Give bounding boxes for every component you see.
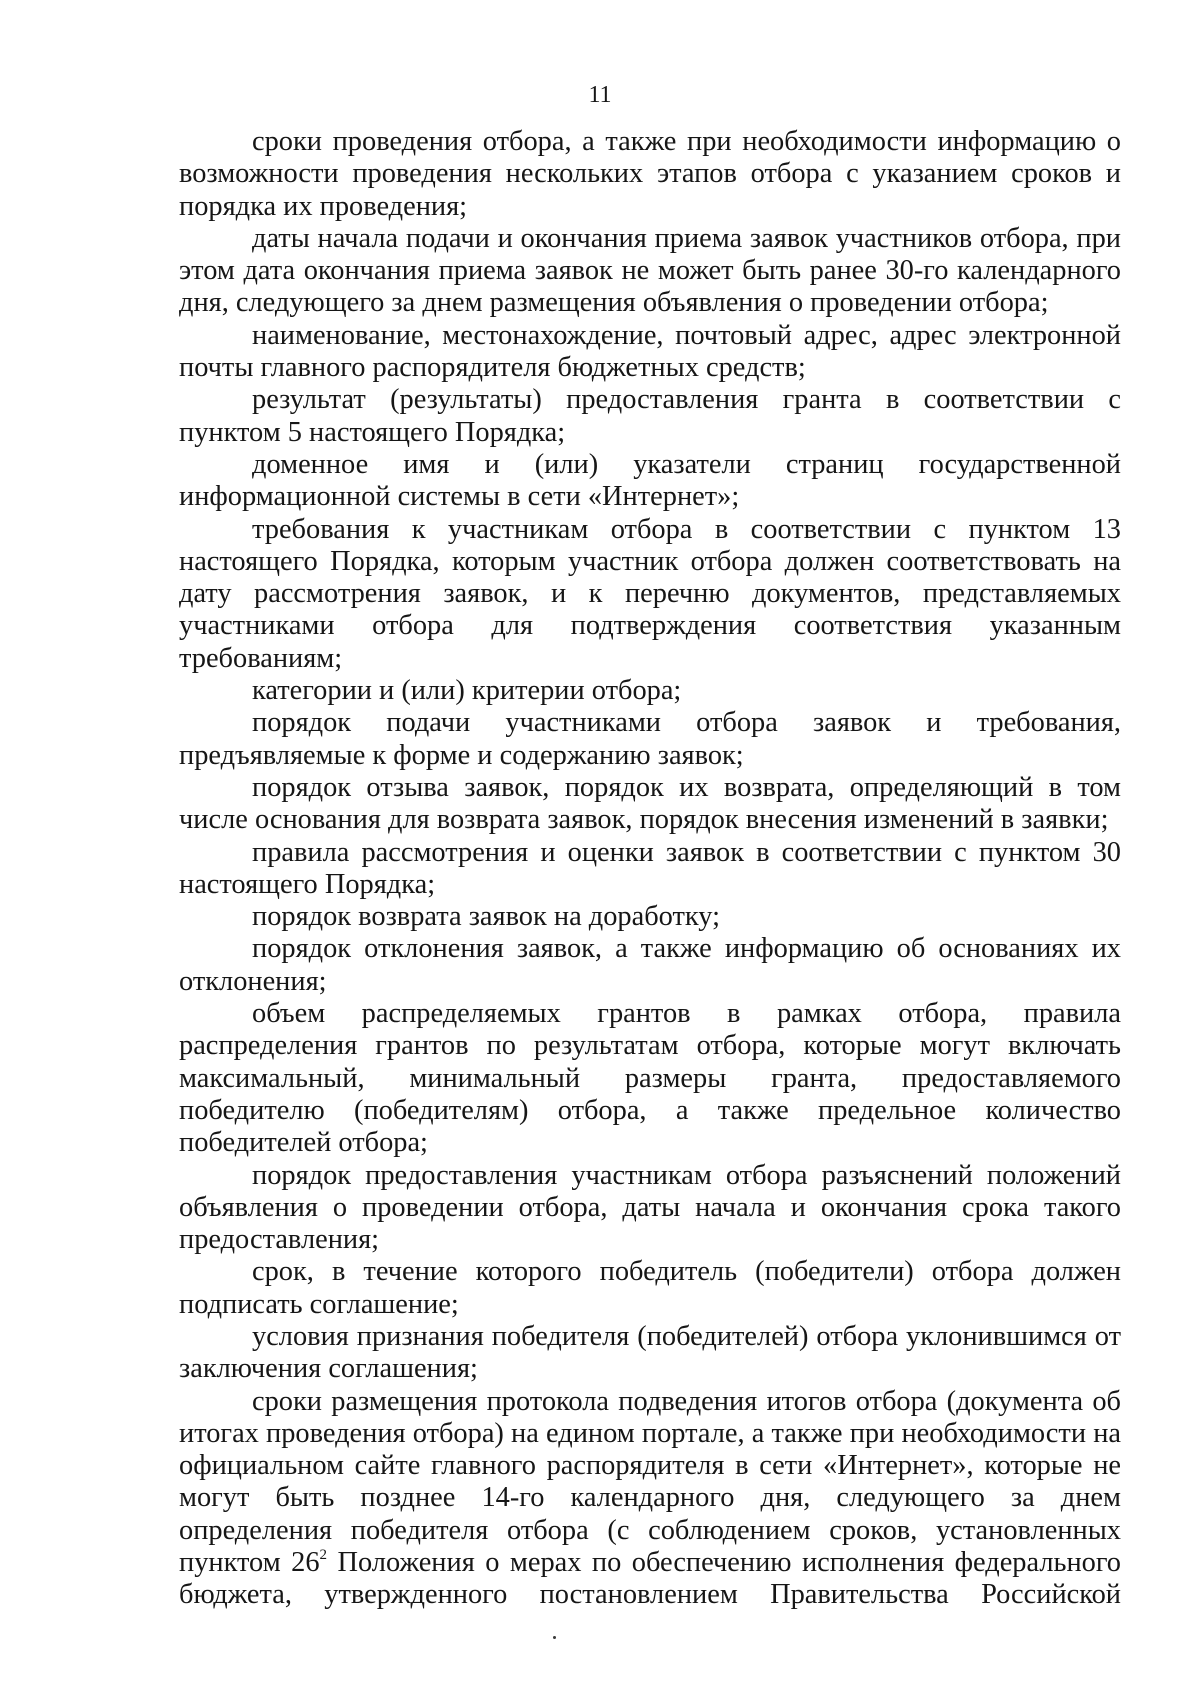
paragraph-text: сроки размещения протокола подведения итогов отбора (документа об итогах проведения отбора) на едином портале, а также при необходимости на официальном сайте главного распорядителя в сети «Интернет», которые не могут быть позднее 14-го календарного дня, следующего за днем определения победителя отбора (с соблюдением сроков, установленных пунктом 26: [179, 1385, 1121, 1579]
paragraph: требования к участникам отбора в соответствии с пунктом 13 настоящего Порядка, которым участник отбора должен соответствовать на дату рассмотрения заявок, и к перечню документов, представляемых участниками отбора для подтверждения соответствия указанным требованиям;: [179, 513, 1121, 674]
paragraph: порядок предоставления участникам отбора разъяснений положений объявления о проведении отбора, даты начала и окончания срока такого предоставления;: [179, 1159, 1121, 1256]
paragraph: даты начала подачи и окончания приема заявок участников отбора, при этом дата окончания приема заявок не может быть ранее 30-го календарного дня, следующего за днем размещения объявления о проведении отбора;: [179, 222, 1121, 319]
paragraph-text: Положения о мерах по обеспечению исполнения федерального бюджета, утвержденного постановлением Правительства Российской: [179, 1547, 1121, 1611]
paragraph: условия признания победителя (победителей) отбора уклонившимся от заключения соглашения;: [179, 1320, 1121, 1385]
paragraph: доменное имя и (или) указатели страниц государственной информационной системы в сети «Интернет»;: [179, 448, 1121, 513]
paragraph: порядок возврата заявок на доработку;: [252, 901, 720, 933]
paragraph: результат (результаты) предоставления гранта в соответствии с пунктом 5 настоящего Порядка;: [179, 384, 1121, 448]
scan-speck: [553, 1636, 556, 1639]
paragraph: наименование, местонахождение, почтовый адрес, адрес электронной почты главного распорядителя бюджетных средств;: [179, 319, 1121, 384]
paragraph: объем распределяемых грантов в рамках отбора, правила распределения грантов по результатам отбора, которые могут включать максимальный, минимальный размеры гранта, предоставляемого победителю (победителям) отбора, а также предельное количество победителей отбора;: [179, 998, 1121, 1159]
paragraph: порядок отзыва заявок, порядок их возврата, определяющий в том числе основания для возврата заявок, порядок внесения изменений в заявки;: [179, 771, 1121, 836]
superscript: 2: [319, 1547, 328, 1564]
paragraph: сроки проведения отбора, а также при необходимости информацию о возможности проведения нескольких этапов отбора с указанием сроков и порядка их проведения;: [179, 126, 1121, 222]
body-text: [179, 126, 1121, 1612]
paragraph: порядок отклонения заявок, а также информацию об основаниях их отклонения;: [179, 933, 1121, 997]
paragraph: порядок подачи участниками отбора заявок и требования, предъявляемые к форме и содержанию заявок;: [179, 707, 1121, 771]
paragraph: правила рассмотрения и оценки заявок в соответствии с пунктом 30 настоящего Порядка;: [179, 836, 1121, 900]
paragraph-continued: [179, 1386, 1121, 1612]
paragraph: срок, в течение которого победитель (победители) отбора должен подписать соглашение;: [179, 1256, 1121, 1320]
page-number: 11: [588, 82, 612, 108]
paragraph: категории и (или) критерии отбора;: [252, 675, 682, 707]
